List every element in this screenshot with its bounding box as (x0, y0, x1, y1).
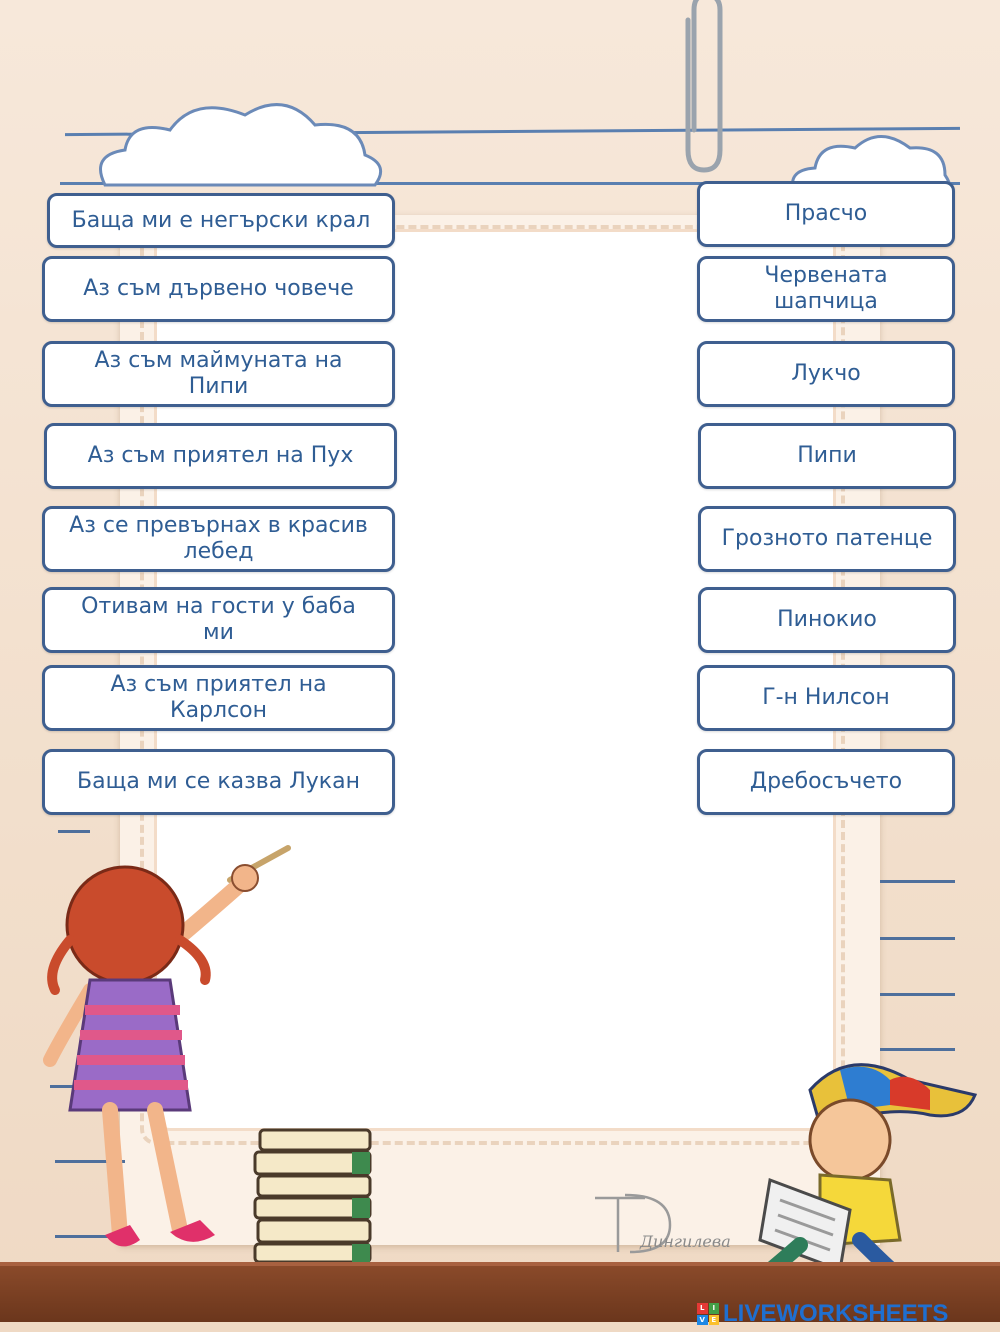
right-card-4[interactable] (698, 423, 956, 489)
right-card-3[interactable] (697, 341, 955, 407)
ruler-tick (880, 880, 955, 883)
brand-name: LIVEWORKSHEETS (723, 1300, 949, 1327)
left-card-4[interactable] (44, 423, 397, 489)
card-label: Дребосъчето (749, 769, 903, 794)
liveworksheets-logo (697, 1298, 948, 1330)
card-label: Отивам на гости у баба ми (81, 594, 356, 645)
right-card-7[interactable] (697, 665, 955, 731)
card-label: Баща ми е негърски крал (71, 207, 371, 233)
left-card-1[interactable] (47, 193, 395, 248)
card-label: Аз съм маймуната на Пипи (94, 348, 343, 399)
books-stack-illustration (240, 1125, 380, 1265)
card-label: Аз съм дървено човече (83, 276, 354, 301)
card-label: Грозното патенце (721, 526, 933, 551)
ruler-tick (880, 937, 955, 940)
left-card-2[interactable] (42, 256, 395, 322)
card-label: Г-н Нилсон (762, 685, 890, 710)
right-card-6[interactable] (698, 587, 956, 653)
card-label: Прасчо (784, 201, 868, 226)
card-label: Пипи (797, 443, 857, 468)
card-label: Пинокио (777, 607, 877, 632)
right-card-5[interactable] (698, 506, 956, 572)
ruler-tick (880, 993, 955, 996)
left-card-5[interactable] (42, 506, 395, 572)
card-label: Аз съм приятел на Карлсон (110, 672, 327, 723)
signature-text: Дингилева (640, 1232, 731, 1251)
card-label: Лукчо (791, 361, 861, 386)
brand-logo-icon: L I V E (697, 1303, 719, 1325)
card-label: Баща ми се казва Лукан (77, 769, 360, 794)
left-card-8[interactable] (42, 749, 395, 815)
paperclip-icon (676, 0, 726, 175)
left-card-3[interactable] (42, 341, 395, 407)
right-card-8[interactable] (697, 749, 955, 815)
card-label: Аз съм приятел на Пух (87, 443, 354, 468)
right-card-2[interactable] (697, 256, 955, 322)
left-card-7[interactable] (42, 665, 395, 731)
card-label: Червената шапчица (764, 263, 888, 314)
left-card-6[interactable] (42, 587, 395, 653)
card-label: Аз се превърнах в красив лебед (69, 513, 368, 564)
cloud-icon (85, 85, 395, 195)
right-card-1[interactable] (697, 181, 955, 247)
ruler-tick (58, 830, 90, 833)
